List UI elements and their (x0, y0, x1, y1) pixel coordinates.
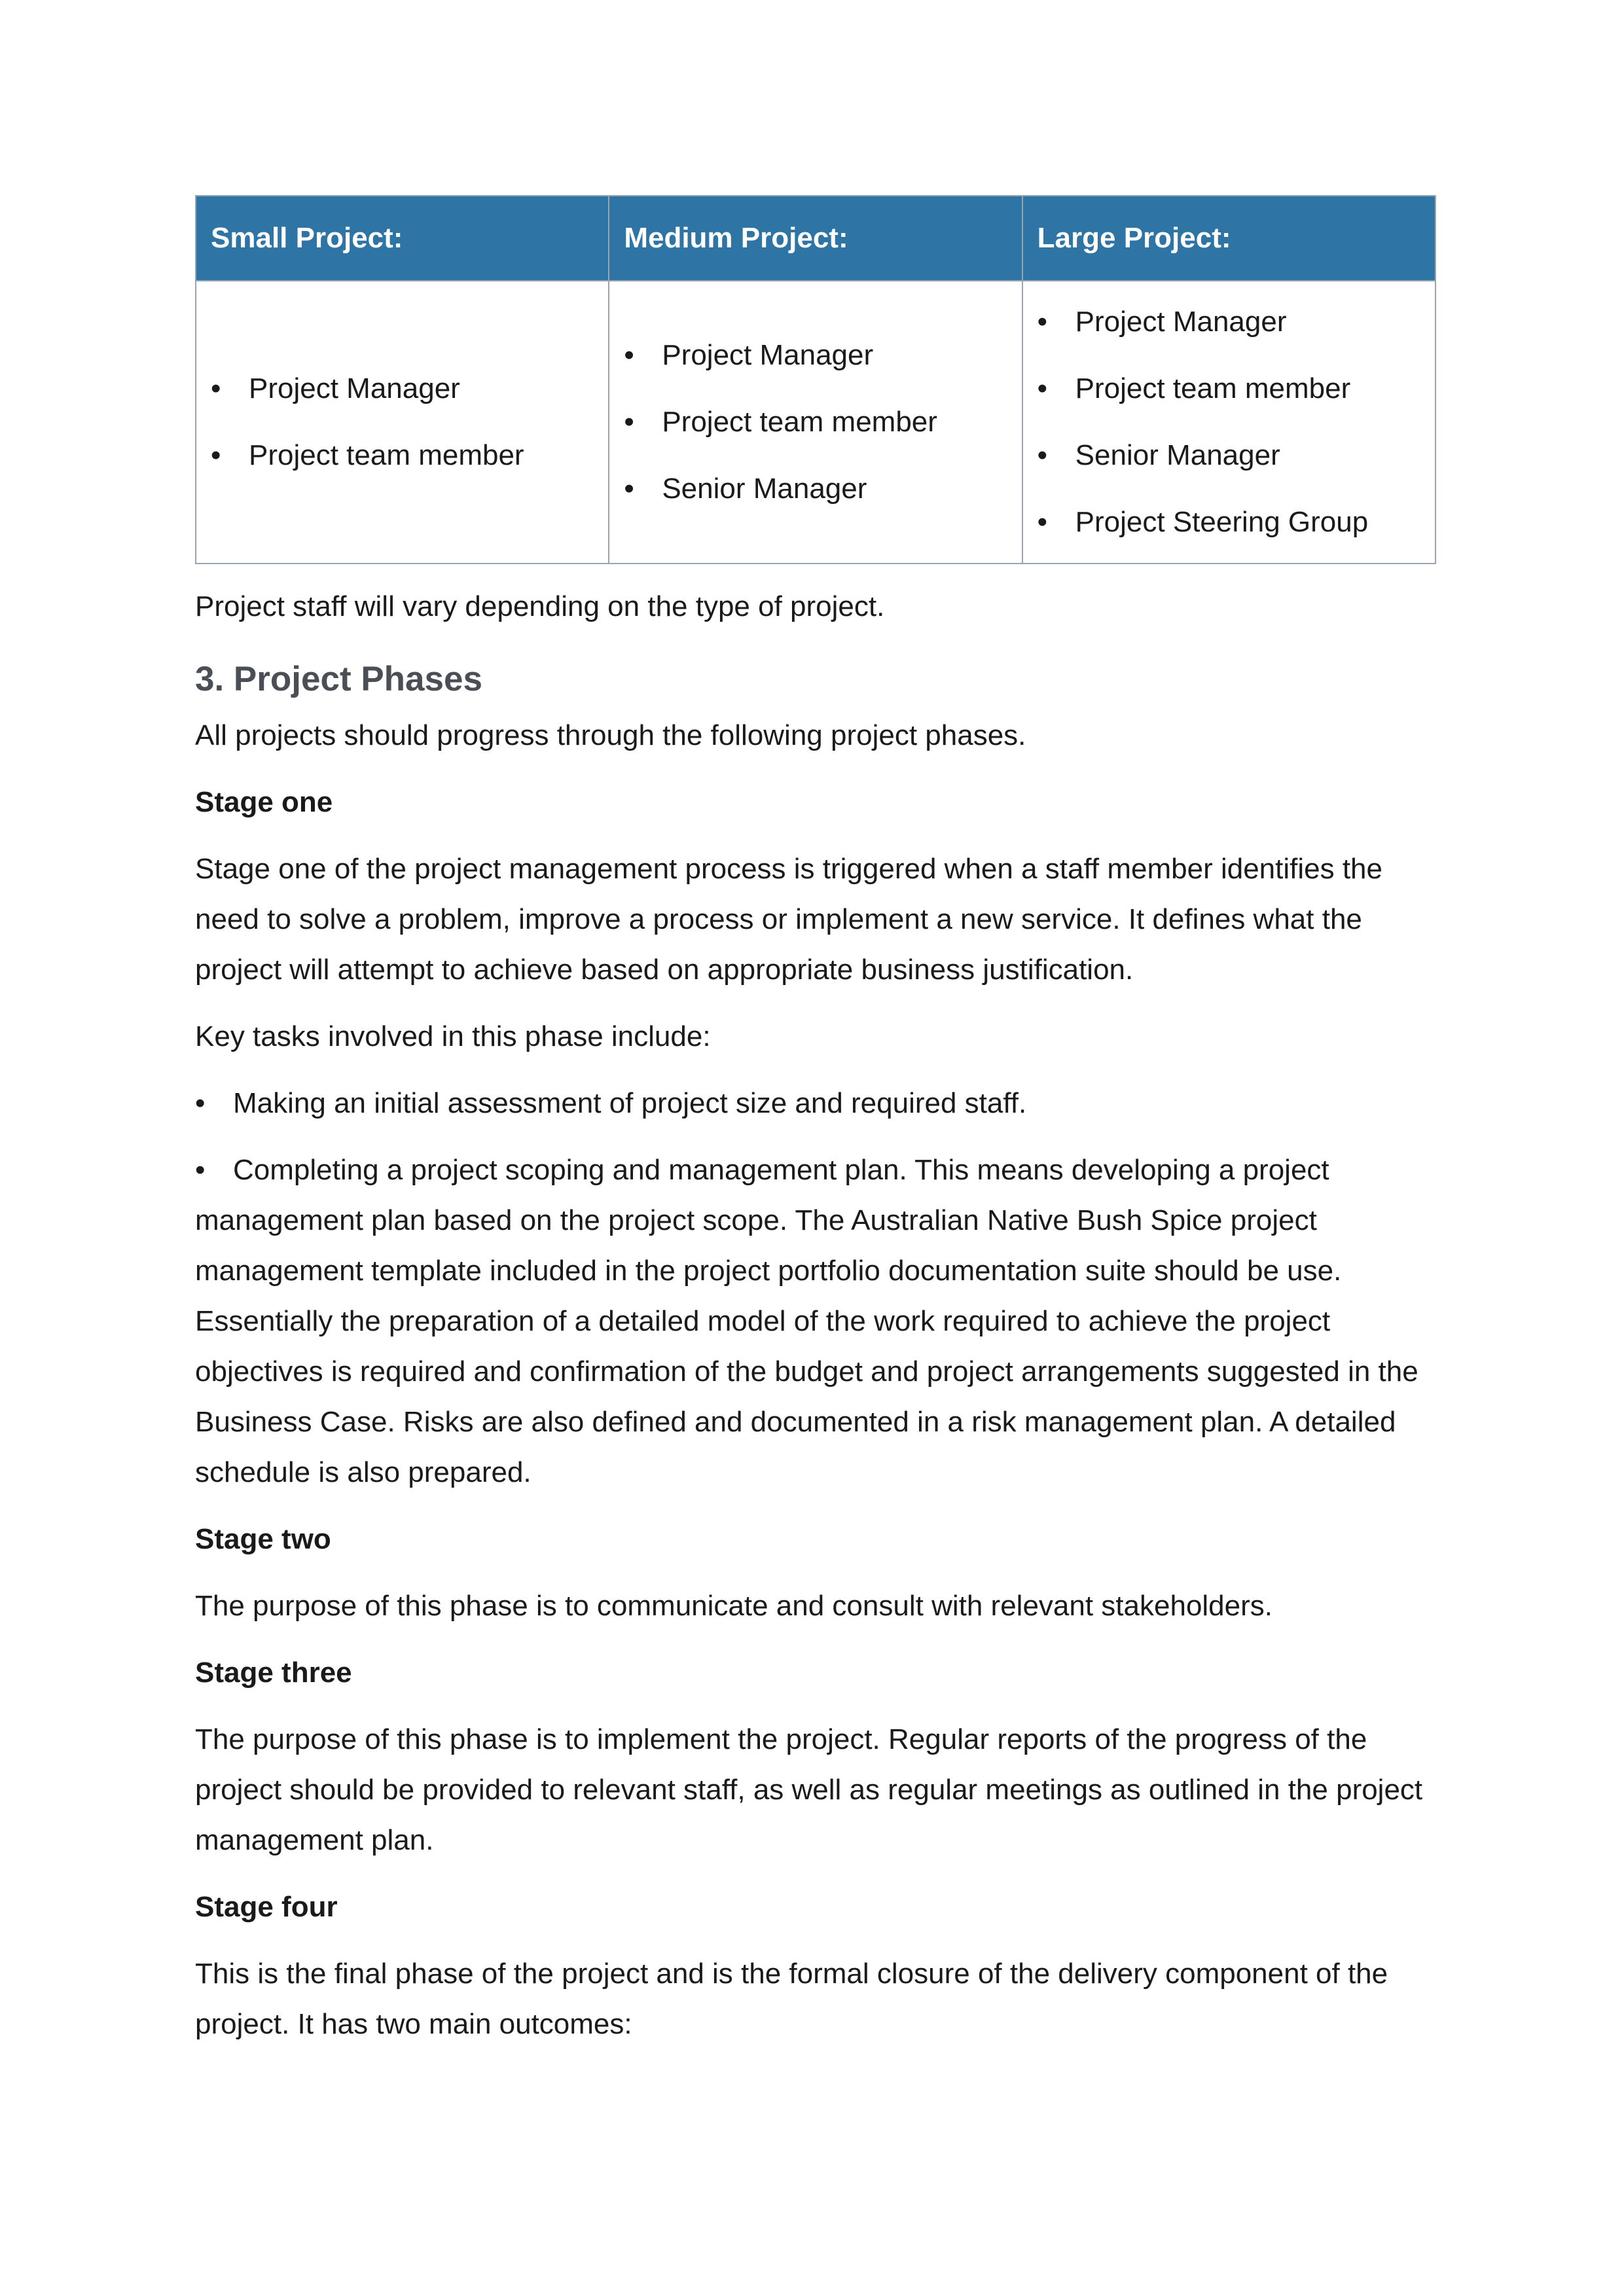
role-label: Project Manager (249, 372, 460, 404)
large-project-cell (1022, 281, 1435, 564)
section-intro: All projects should progress through the following project phases. (195, 719, 1026, 751)
staff-note: Project staff will vary depending on the type of project. (195, 590, 885, 622)
stage-one-heading: Stage one (195, 786, 333, 818)
list-item (211, 355, 594, 422)
role-label: Project Steering Group (1075, 506, 1369, 538)
key-tasks-intro: Key tasks involved in this phase include: (195, 1020, 711, 1052)
stage-three-paragraph: The purpose of this phase is to implement the project. Regular reports of the progress of the project should be provided to relevant staff, as well as regular meetings as outlined in the project management plan. (195, 1723, 1423, 1856)
header-small-project: Small Project: (196, 196, 609, 281)
document-page (195, 195, 1436, 2049)
task-text: Completing a project scoping and management plan. This means developing a project management plan based on the project scope. The Australian Native Bush Spice project management template included in the project portfolio documentation suite should be use. Essentially the preparation of a detailed model of the work required to achieve the project objectives is required and confirmation of the budget and project arrangements suggested in the Business Case. Risks are also defined and documented in a risk management plan. A detailed schedule is also prepared. (195, 1154, 1418, 1488)
stage-four-heading: Stage four (195, 1891, 338, 1923)
list-item (1038, 489, 1420, 556)
bullet-icon: • (211, 439, 221, 471)
stage-three-heading: Stage three (195, 1657, 352, 1689)
role-label: Project Manager (1075, 306, 1287, 338)
section-title: 3. Project Phases (195, 660, 482, 698)
role-label: Senior Manager (1075, 439, 1280, 471)
list-item (1038, 355, 1420, 422)
bullet-icon: • (624, 339, 634, 371)
role-label: Project team member (1075, 372, 1351, 404)
role-label: Senior Manager (662, 473, 867, 505)
task-item-scoping (195, 1145, 1436, 1498)
bullet-icon: • (1037, 506, 1048, 538)
header-large-project: Large Project: (1022, 196, 1435, 281)
table-row (196, 281, 1435, 564)
stage-two-paragraph: The purpose of this phase is to communicate and consult with relevant stakeholders. (195, 1590, 1273, 1622)
small-project-roles (211, 355, 594, 489)
bullet-icon: • (624, 406, 634, 438)
list-item (1038, 422, 1420, 489)
table-header-row (196, 196, 1435, 281)
role-label: Project Manager (662, 339, 874, 371)
task-item-assessment (195, 1078, 1436, 1128)
bullet-icon: • (624, 473, 634, 505)
stage-four-paragraph: This is the final phase of the project and is the formal closure of the delivery component of the project. It has two main outcomes: (195, 1958, 1388, 2040)
large-project-roles (1038, 289, 1420, 556)
header-medium-project: Medium Project: (609, 196, 1022, 281)
bullet-icon: • (1037, 439, 1048, 471)
stage-two-heading: Stage two (195, 1523, 331, 1555)
task-text: Making an initial assessment of project size and required staff. (233, 1087, 1027, 1119)
medium-project-roles (624, 322, 1007, 522)
stage-one-paragraph: Stage one of the project management process is triggered when a staff member identifies the need to solve a problem, improve a process or implement a new service. It defines what the project will attempt to achieve based on appropriate business justification. (195, 853, 1382, 986)
role-label: Project team member (662, 406, 937, 438)
small-project-cell (196, 281, 609, 564)
bullet-icon: • (1037, 372, 1048, 404)
list-item (211, 422, 594, 489)
bullet-icon: • (195, 1154, 206, 1186)
list-item (624, 322, 1007, 389)
medium-project-cell (609, 281, 1022, 564)
list-item (624, 389, 1007, 456)
project-roles-table (195, 195, 1436, 564)
list-item (1038, 289, 1420, 355)
role-label: Project team member (249, 439, 524, 471)
bullet-icon: • (211, 372, 221, 404)
list-item (624, 456, 1007, 522)
bullet-icon: • (195, 1087, 206, 1119)
bullet-icon: • (1037, 306, 1048, 338)
